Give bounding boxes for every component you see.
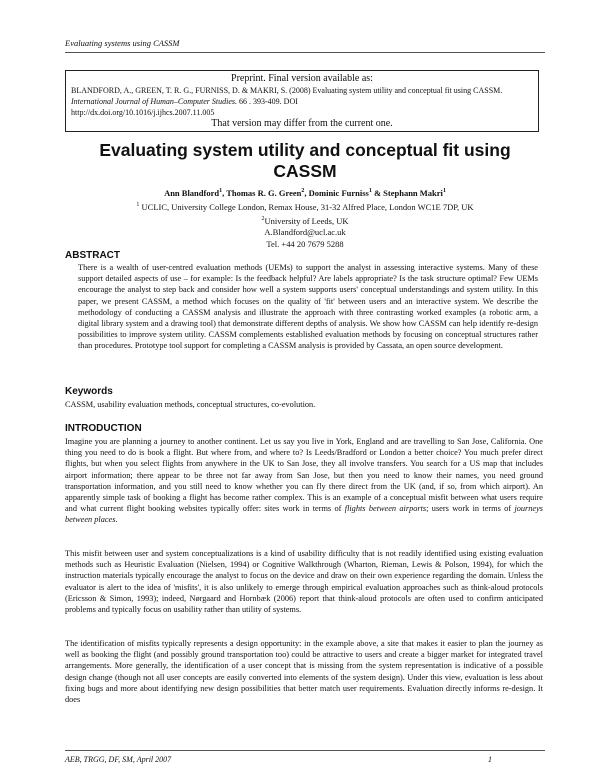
affiliation-2-sup: 2 bbox=[261, 215, 265, 222]
author-3: , Dominic Furniss bbox=[304, 187, 369, 198]
footer-rule bbox=[65, 750, 545, 751]
keywords-heading: Keywords bbox=[65, 386, 113, 397]
keywords-text: CASSM, usability evaluation methods, conceptual structures, co-evolution. bbox=[65, 400, 316, 409]
author-4-sup: 1 bbox=[442, 188, 446, 194]
affiliation-2 bbox=[65, 213, 545, 227]
preprint-heading: Preprint. Final version available as: bbox=[231, 73, 373, 84]
affiliation-1-text: UCLIC, University College London, Remax House, 31-32 Alfred Place, London WC1E 7DP, UK bbox=[139, 201, 474, 212]
abstract-text: There is a wealth of user-centred evaluation methods (UEMs) to support the analyst in assessing interactive systems. Many of these support detailed aspects of use – for example: Is the feedback helpful? Are labels appropriate? Is the task structure optimal? Few UEMs encourage the analyst to step back and consider how well a system supports users' conceptual understandings and system utility. In this paper, we present CASSM, a method which focuses on the quality of 'fit' between users and an interactive system. We describe the methodology of conducting a CASSM analysis and illustrate the approach with three contrasting worked examples (a robotic arm, a digital library system and a drawing tool) that demonstrate different depths of analysis. We show how CASSM can help identify re-design possibilities to improve system utility. CASSM complements established evaluation methods by focusing on conceptual structures rather than procedures. Prototype tool support for completing a CASSM analysis is provided by Cassata, an open source development. bbox=[78, 263, 538, 351]
header-rule bbox=[65, 52, 545, 53]
author-2-sup: 2 bbox=[301, 188, 305, 194]
preprint-version-note: That version may differ from the current one. bbox=[211, 118, 393, 129]
affiliation-1-sup: 1 bbox=[136, 201, 140, 208]
citation-journal: International Journal of Human–Computer Studies. bbox=[71, 97, 237, 106]
paper-title bbox=[65, 140, 545, 182]
intro-p1-emphasis-1: flights between airports bbox=[344, 504, 427, 514]
affiliation-2-text: University of Leeds, UK bbox=[264, 215, 349, 226]
intro-p1-emphasis-2: journeys between places bbox=[65, 504, 544, 525]
citation-volume: 66 . 393-409. DOI bbox=[237, 97, 298, 106]
abstract-heading: ABSTRACT bbox=[65, 250, 120, 261]
intro-p1-text-b: ; users work in terms of bbox=[426, 504, 515, 514]
author-block bbox=[65, 185, 545, 250]
footer-credits: AEB, TRGG, DF, SM, April 2007 bbox=[65, 755, 172, 764]
author-2: , Thomas R. G. Green bbox=[222, 187, 302, 198]
citation-text: BLANDFORD, A., GREEN, T. R. G., FURNISS, D. & MAKRI, S. (2008) Evaluating system utility and conceptual fit using CASSM. bbox=[71, 86, 503, 95]
intro-paragraph-3: The identification of misfits typically represents a design opportunity: in the example above, a site that makes it easier to plan the journey as well as booking the flight (and possibly ground transportation too) could be attractive to users and create a bigger market for integrated travel arrangements. More generally, the identification of a user concept that is missing from the system representation is indicative of a possible design change (though not all user concepts are easily converted into elements of the system design). Under this view, evaluation is less about fixing bugs and more about identifying new design possibilities that better match user requirements. Evaluation directly informs re-design. It does bbox=[65, 639, 543, 705]
page-number: 1 bbox=[488, 755, 492, 764]
intro-p1-text-c: . bbox=[115, 515, 118, 525]
preprint-notice-box bbox=[65, 70, 539, 132]
author-names bbox=[65, 185, 545, 199]
author-3-sup: 1 bbox=[368, 188, 372, 194]
author-1: Ann Blandford bbox=[164, 187, 220, 198]
preprint-citation bbox=[71, 85, 533, 118]
citation-doi-link[interactable]: http://dx.doi.org/10.1016/j.ijhcs.2007.11.005 bbox=[71, 108, 215, 117]
intro-paragraph-1 bbox=[65, 436, 543, 526]
introduction-heading: INTRODUCTION bbox=[65, 423, 142, 434]
title-line-1: Evaluating system utility and conceptual fit using bbox=[99, 140, 511, 160]
author-telephone: Tel. +44 20 7679 5288 bbox=[266, 239, 344, 250]
author-4: & Stephann Makri bbox=[371, 187, 443, 198]
intro-p1-text-a: Imagine you are planning a journey to another continent. Let us say you live in York, England and are travelling to San Jose, California. One thing you need to do is book a flight. But where from, and where to? Is Leeds/Bradford or London a better choice? You much prefer direct flights, but when you select flights from anywhere in the UK to San Jose, they all involve transfers. You search for a US map that includes airport information; there appear to be three not far away from San Jose, but then you need to know their names, you need ground transportation information, and you still need to know whether you can fly there direct from the UK (and, if so, from which airport). An apparently simple task of booking a flight has become rather complex. This is an example of a conceptual misfit between what users require and what current flight booking websites typically offer: sites work in terms of bbox=[65, 437, 543, 514]
title-line-2: CASSM bbox=[273, 161, 337, 181]
affiliation-1 bbox=[65, 199, 545, 213]
author-1-sup: 1 bbox=[219, 188, 223, 194]
intro-paragraph-2: This misfit between user and system conceptualizations is a kind of usability difficulty that is not readily identified using existing evaluation methods such as Heuristic Evaluation (Nielsen, 1994) or Cognitive Walkthrough (Wharton, Rieman, Lewis & Polson, 1994), for which the instruction materials typically encourage the analyst to focus on the device and draw on their own experience regarding the domain. Unless the evaluator is alert to the idea of 'misfits', it is also unlikely to emerge through empirical evaluation approaches such as think-aloud protocols (Ericsson & Simon, 1993); indeed, Nørgaard and Hornbæk (2006) report that think-aloud protocols are often used to confirm anticipated problems and typically focus on usability rather than utility of systems. bbox=[65, 549, 543, 615]
running-head: Evaluating systems using CASSM bbox=[65, 38, 180, 48]
author-email[interactable]: A.Blandford@ucl.ac.uk bbox=[264, 227, 346, 238]
